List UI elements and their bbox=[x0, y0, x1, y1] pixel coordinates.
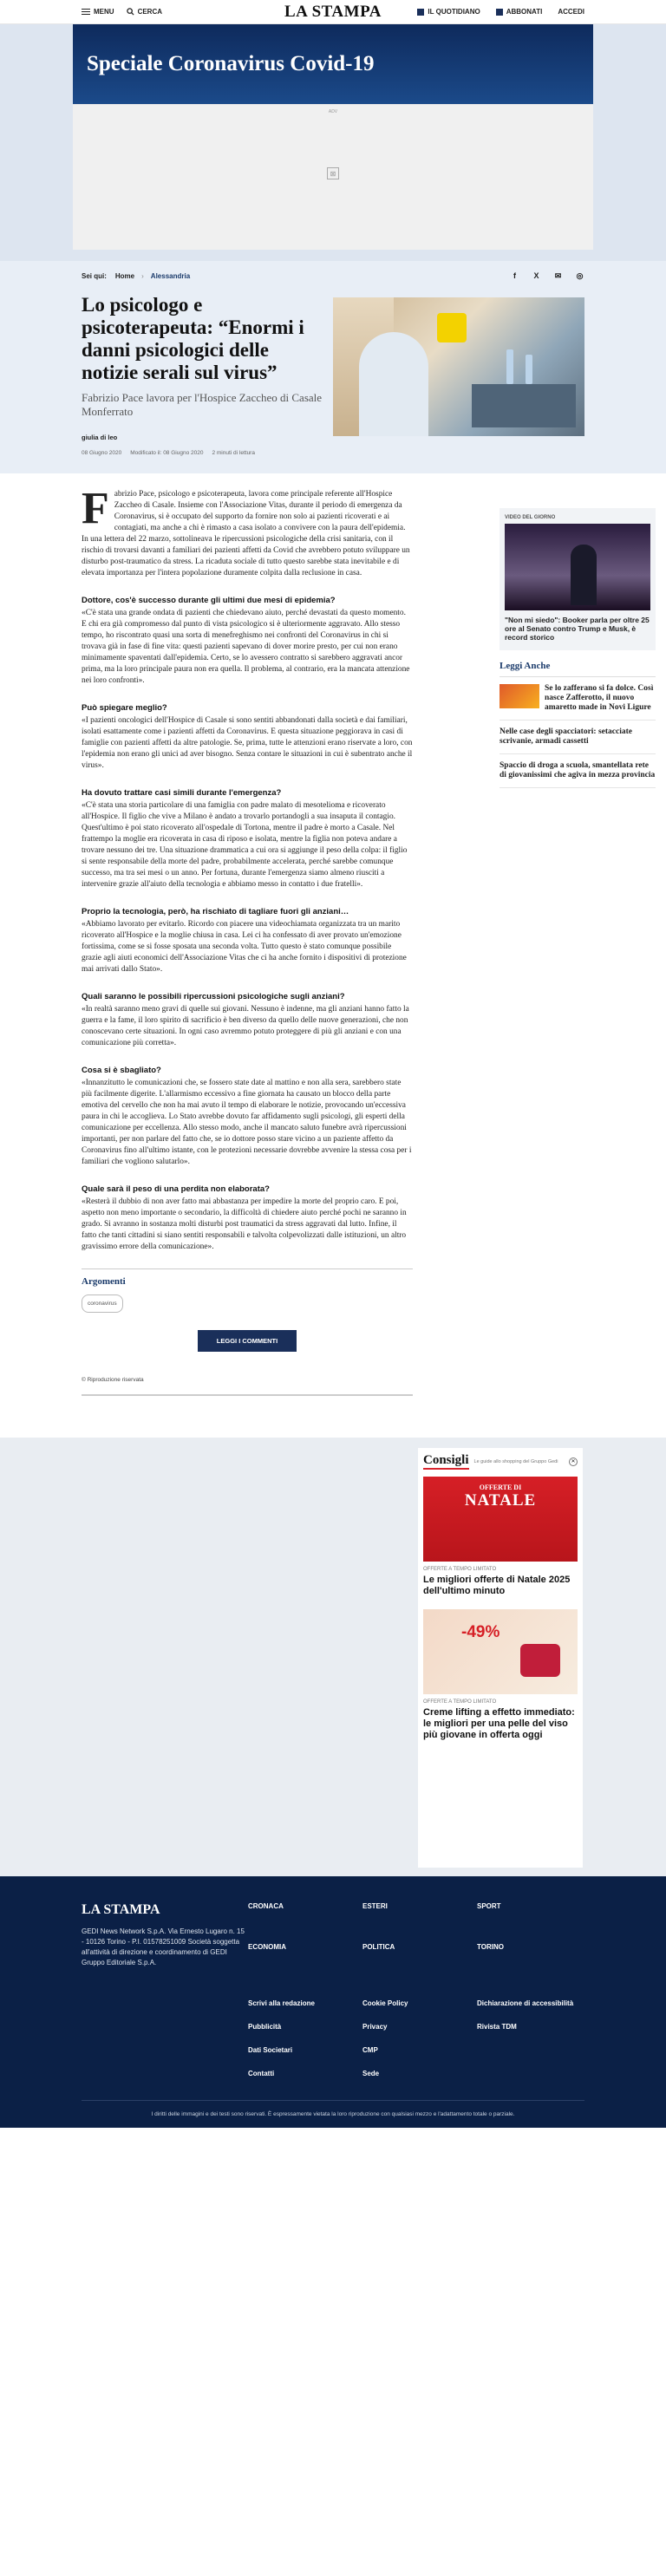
video-title[interactable]: "Non mi siedo": Booker parla per oltre 25 ore al Senato contro Trump e Musk, è record storico bbox=[505, 616, 650, 642]
article-date: 08 Giugno 2020 bbox=[82, 450, 122, 456]
article-header bbox=[0, 290, 666, 473]
footer-section-link[interactable]: CRONACA bbox=[248, 1902, 284, 1910]
advertisement-slot bbox=[73, 104, 593, 250]
video-label: VIDEO DEL GIORNO bbox=[505, 515, 556, 520]
footer-section-link[interactable]: POLITICA bbox=[362, 1943, 395, 1951]
consigli-widget bbox=[418, 1448, 583, 1868]
list-item-title[interactable]: Se lo zafferano si fa dolce. Così nasce Zafferotto, il nuovo amaretto made in Novi Ligure bbox=[545, 684, 654, 712]
footer-link[interactable]: Dichiarazione di accessibilità bbox=[477, 1999, 574, 2007]
speciale-title: Speciale Coronavirus Covid-19 bbox=[87, 52, 375, 75]
article-body bbox=[82, 473, 413, 1396]
article-main-image bbox=[333, 297, 584, 436]
x-icon[interactable]: X bbox=[533, 271, 539, 280]
interview-question: Quale sarà il peso di una perdita non elaborata? bbox=[82, 1184, 270, 1194]
footer-logo[interactable]: LA STAMPA bbox=[82, 1902, 160, 1917]
interview-answer: «Resterà il dubbio di non aver fatto mai abbastanza per impedire la morte del proprio caro. E poi, aspetto non meno importante o secondario, la difficoltà di chiedere aiuto perché pochi ne saranno in grado. Si avranno in sostanza molti disturbi post traumatici da stress aggravati dal lutto. Infine, il fatto che tanti cittadini si siano sentiti responsabili e talvolta colpevolizzati dalle istituzioni, un altro gravissimo errore della comunicazione». bbox=[82, 1197, 407, 1251]
main-content bbox=[0, 473, 666, 1396]
list-item[interactable] bbox=[500, 721, 656, 754]
footer-link[interactable]: Contatti bbox=[248, 2070, 275, 2077]
read-also-title: Leggi Anche bbox=[500, 661, 656, 677]
promo-card[interactable] bbox=[423, 1477, 578, 1597]
share-bar bbox=[510, 271, 584, 281]
consigli-section bbox=[0, 1438, 666, 1876]
interview-answer: «C'è stata una storia particolare di una famiglia con padre malato di mesotelioma e ricoverato all'Hospice. Il figlio che vive a Milano è andato a trovarlo portandogli a sua insaputa il contagio. Quest'ultimo è poi stato ricoverato all'ospedale di Tortona, mentre il padre è morto a Casale. Nel frattempo la moglie era ricoverata in casa di riposo e isolata, mentre la figlia non poteva andare a trovare nessuno dei tre. Una situazione drammatica a cui ora si aggiunge il peso della colpa: il figlio si sente responsabile della morte del padre, probabilmente accelerata, perché sarebbe comunque successo, ma tra sei mesi o un anno. Per fortuna, durante l'emergenza siamo almeno riusciti a intervenire grazie all'aiuto della tecnologia e abbiamo messo in contatto i due fratelli». bbox=[82, 801, 408, 889]
footer-link[interactable]: Rivista TDM bbox=[477, 2023, 517, 2031]
newspaper-icon bbox=[417, 9, 424, 16]
promo-image-line2: NATALE bbox=[464, 1491, 537, 1510]
promo-card[interactable] bbox=[423, 1609, 578, 1741]
footer-link[interactable]: Scrivi alla redazione bbox=[248, 1999, 315, 2007]
promo-image[interactable] bbox=[423, 1609, 578, 1694]
footer-section-link[interactable]: SPORT bbox=[477, 1902, 501, 1910]
facebook-icon[interactable]: f bbox=[513, 271, 516, 280]
consigli-logo[interactable]: Consigli bbox=[423, 1453, 469, 1470]
list-item[interactable] bbox=[500, 754, 656, 788]
list-item-title[interactable]: Nelle case degli spacciatori: setacciate scrivanie, armadi cassetti bbox=[500, 727, 632, 746]
article-meta bbox=[82, 450, 323, 456]
interview-question: Può spiegare meglio? bbox=[82, 703, 167, 713]
hero-section bbox=[0, 24, 666, 261]
footer-link[interactable]: Dati Societari bbox=[248, 2046, 293, 2054]
promo-label: OFFERTE A TEMPO LIMITATO bbox=[423, 1699, 497, 1705]
sidebar bbox=[500, 473, 656, 1396]
breadcrumb-home[interactable]: Home bbox=[114, 271, 135, 280]
footer-section-link[interactable]: TORINO bbox=[477, 1943, 504, 1951]
breadcrumb-category[interactable]: Alessandria bbox=[150, 271, 191, 280]
article-modified: Modificato il: 08 Giugno 2020 bbox=[130, 450, 204, 456]
interview-answer: «Innanzitutto le comunicazioni che, se fossero state date al mattino e non alla sera, sarebbero state più facilmente digerite. L'allarmismo eccessivo a fine giornata ha causato un blocco della parte emotiva del cervello che non ha mai avuto il tempo di elaborare le notizie, provocando un'eccessiva paura in chi le accoglieva. Lo Stato avrebbe dovuto far affidamento sugli psicologi, gli esperti della comunicazione per eccellenza. Allo stesso modo, anche il mancato saluto funebre avrà ripercussioni importanti, per non parlare del fatto che, se io dottore posso stare vicino a un paziente affetto da Coronavirus fino all'ultimo istante, con le protezioni necessarie dovrebbe avvenire la stessa cosa per i familiari che vogliono salutarlo». bbox=[82, 1079, 412, 1166]
quotidiano-link[interactable]: IL QUOTIDIANO bbox=[417, 8, 480, 16]
read-also-section bbox=[500, 661, 656, 788]
footer-link[interactable]: Cookie Policy bbox=[362, 1999, 408, 2007]
footer-sections bbox=[248, 1902, 581, 1968]
abbonati-link[interactable]: ABBONATI bbox=[496, 8, 543, 16]
article-lead-text: abrizio Pace, psicologo e psicoterapeuta, lavora come principale referente all'Hospice Zaccheo di Casale. Insieme con l'Associazione Vitas, durante il periodo di emergenza da Coronavirus, si è occupato del supporto da fornire non solo ai pazienti ricoverati e ai contagiati, ma anche a chi è rimasto a casa isolato a convivere con la paura dell'epidemia. In una lettera del 22 marzo, sottolineava le ripercussioni psicologiche della crisi sanitaria, con il rischio di trovarsi davanti a familiari dei pazienti affetti da Covid che avrebbero potuto sviluppare un disturbo post-traumatico da stress. La ricaduta sociale di tutto questo sarebbe stata inevitabile e di elevata importanza per l'intera popolazione duramente colpita dalla reclusione in casa. bbox=[82, 490, 410, 577]
speciale-banner[interactable] bbox=[73, 24, 593, 104]
footer-section-link[interactable]: ECONOMIA bbox=[248, 1943, 286, 1951]
email-icon[interactable]: ✉ bbox=[554, 271, 562, 280]
article-lead bbox=[82, 484, 413, 579]
article-author[interactable]: giulia di leo bbox=[82, 434, 118, 441]
interview-question: Cosa si è sbagliato? bbox=[82, 1066, 161, 1075]
footer-link[interactable]: CMP bbox=[362, 2046, 378, 2054]
article-title: Lo psicologo e psicoterapeuta: “Enormi i danni psicologici delle notizie serali sul virus” bbox=[82, 294, 304, 383]
footer bbox=[0, 1876, 666, 2128]
whatsapp-icon[interactable]: ◎ bbox=[576, 271, 584, 280]
article-subtitle: Fabrizio Pace lavora per l'Hospice Zaccheo di Casale Monferrato bbox=[82, 391, 323, 418]
login-link[interactable]: ACCEDI bbox=[558, 8, 584, 16]
rights-notice: © Riproduzione riservata bbox=[82, 1374, 413, 1396]
interview-answer: «C'è stata una grande ondata di pazienti che chiedevano aiuto, perché devastati da questo momento. E chi era già compromesso dal punto di vista psicologico si è ulteriormente aggravato. Allo stesso tempo, ho riscontrato quasi una sorta di menefreghismo nei confronti del Coronavirus in chi si trovava già in fase di fine vita: questi pazienti sapevano di dover morire presto, per cui non erano minimamente spaventati dall'epidemia. Certo, se lo avessero contratto si sarebbero aggravati ancor prima, ma la loro principale paura non era quella. Il problema, al contrario, era la mancata attenzione nei loro confronti». bbox=[82, 609, 410, 685]
footer-link bbox=[477, 2046, 581, 2054]
interview-question: Quali saranno le possibili ripercussioni psicologiche sugli anziani? bbox=[82, 992, 345, 1001]
interview-answer: «Abbiamo lavorato per evitarlo. Ricordo con piacere una videochiamata organizzata tra un marito ricoverato all'Hospice e la moglie chiusa in casa. Lei ci ha confessato di aver provato un'emozione fortissima, come se si fosse sposata una seconda volta. Tutto questo è stato comunque possibile grazie agli aiuti economici dell'Associazione Vitas che ci ha anche fornito i dispositivi di protezione mai arrivati dallo Stato». bbox=[82, 920, 407, 974]
promo-image-line1: OFFERTE DI bbox=[479, 1484, 522, 1491]
video-thumbnail[interactable] bbox=[505, 524, 650, 610]
video-of-the-day[interactable] bbox=[500, 508, 656, 650]
interview-question: Dottore, cos'è successo durante gli ultimi due mesi di epidemia? bbox=[82, 596, 336, 605]
search-icon bbox=[127, 8, 134, 16]
interview-question: Ha dovuto trattare casi simili durante l'emergenza? bbox=[82, 788, 282, 798]
close-icon[interactable]: ✕ bbox=[569, 1458, 578, 1466]
consigli-tagline: Le guide allo shopping del Gruppo Gedi bbox=[473, 1458, 558, 1464]
list-item[interactable] bbox=[500, 677, 656, 721]
menu-button[interactable]: MENU bbox=[82, 8, 114, 16]
menu-icon bbox=[82, 9, 90, 15]
footer-address: GEDI News Network S.p.A. Via Ernesto Lugaro n. 15 - 10126 Torino - P.I. 01578251009 Società soggetta all'attività di direzione e coordinamento di GEDI Gruppo Editoriale S.p.A. bbox=[82, 1927, 245, 1966]
qa-list bbox=[82, 595, 413, 1253]
footer-links bbox=[248, 1999, 584, 2077]
top-navigation-bar bbox=[0, 0, 666, 24]
footer-section-link[interactable]: ESTERI bbox=[362, 1902, 388, 1910]
promo-label: OFFERTE A TEMPO LIMITATO bbox=[423, 1567, 497, 1572]
subscribe-icon bbox=[496, 9, 503, 16]
promo-image[interactable] bbox=[423, 1477, 578, 1562]
footer-link[interactable]: Sede bbox=[362, 2070, 380, 2077]
promo-title[interactable]: Creme lifting a effetto immediato: le migliori per una pelle del viso più giovane in offerta oggi bbox=[423, 1707, 575, 1740]
search-button[interactable]: CERCA bbox=[127, 8, 162, 16]
article-reading-time: 2 minuti di lettura bbox=[212, 450, 255, 456]
interview-answer: «In realtà saranno meno gravi di quelle sui giovani. Nessuno è indenne, ma gli anziani hanno fatto la guerra e la fame, il loro spirito di sacrificio è ben diverso da quello delle nuove generazioni, che non conoscevano certe situazioni. In ogni caso avremmo potuto proteggere di più gli anziani e con una comunicazione più corretta». bbox=[82, 1005, 409, 1047]
chevron-right-icon: › bbox=[141, 271, 144, 280]
breadcrumb-label: Sei qui: bbox=[82, 271, 107, 280]
discount-badge: -49% bbox=[461, 1623, 500, 1641]
promo-title[interactable]: Le migliori offerte di Natale 2025 dell'ultimo minuto bbox=[423, 1575, 571, 1596]
ad-placeholder-icon: ⊠ bbox=[327, 167, 339, 179]
list-item-title[interactable]: Spaccio di droga a scuola, smantellata rete di giovanissimi che agiva in mezza provincia bbox=[500, 761, 656, 779]
footer-link bbox=[477, 2070, 581, 2077]
site-logo[interactable]: LA STAMPA bbox=[284, 2, 382, 21]
list-item-thumbnail[interactable] bbox=[500, 684, 539, 708]
interview-question: Proprio la tecnologia, però, ha rischiato di tagliare fuori gli anziani… bbox=[82, 907, 349, 916]
breadcrumb bbox=[0, 261, 666, 290]
topic-tag[interactable]: coronavirus bbox=[82, 1295, 123, 1313]
interview-answer: «I pazienti oncologici dell'Hospice di Casale si sono sentiti abbandonati dalla società e dai familiari, isolati esattamente come i pazienti affetti da Coronavirus. E questa situazione peggiorava in casi di famiglie con pazienti affetti da altre patologie. Se, prima, tutte le attenzioni erano riservate a loro, con l'epidemia non erano gli unici ad aver bisogno. Senza contare le situazioni in cui è subentrato anche il virus». bbox=[82, 716, 413, 770]
arguments-title: Argomenti bbox=[82, 1276, 126, 1287]
footer-link[interactable]: Privacy bbox=[362, 2023, 388, 2031]
drop-cap: F bbox=[82, 484, 109, 533]
footer-copyright: I diritti delle immagini e dei testi sono riservati. È espressamente vietata la loro riproduzione con qualsiasi mezzo e l'adattamento totale o parziale. bbox=[82, 2100, 584, 2117]
arguments-section bbox=[82, 1268, 413, 1313]
ad-label: ADV bbox=[328, 109, 338, 114]
read-comments-button[interactable]: LEGGI I COMMENTI bbox=[198, 1330, 297, 1352]
footer-link[interactable]: Pubblicità bbox=[248, 2023, 282, 2031]
